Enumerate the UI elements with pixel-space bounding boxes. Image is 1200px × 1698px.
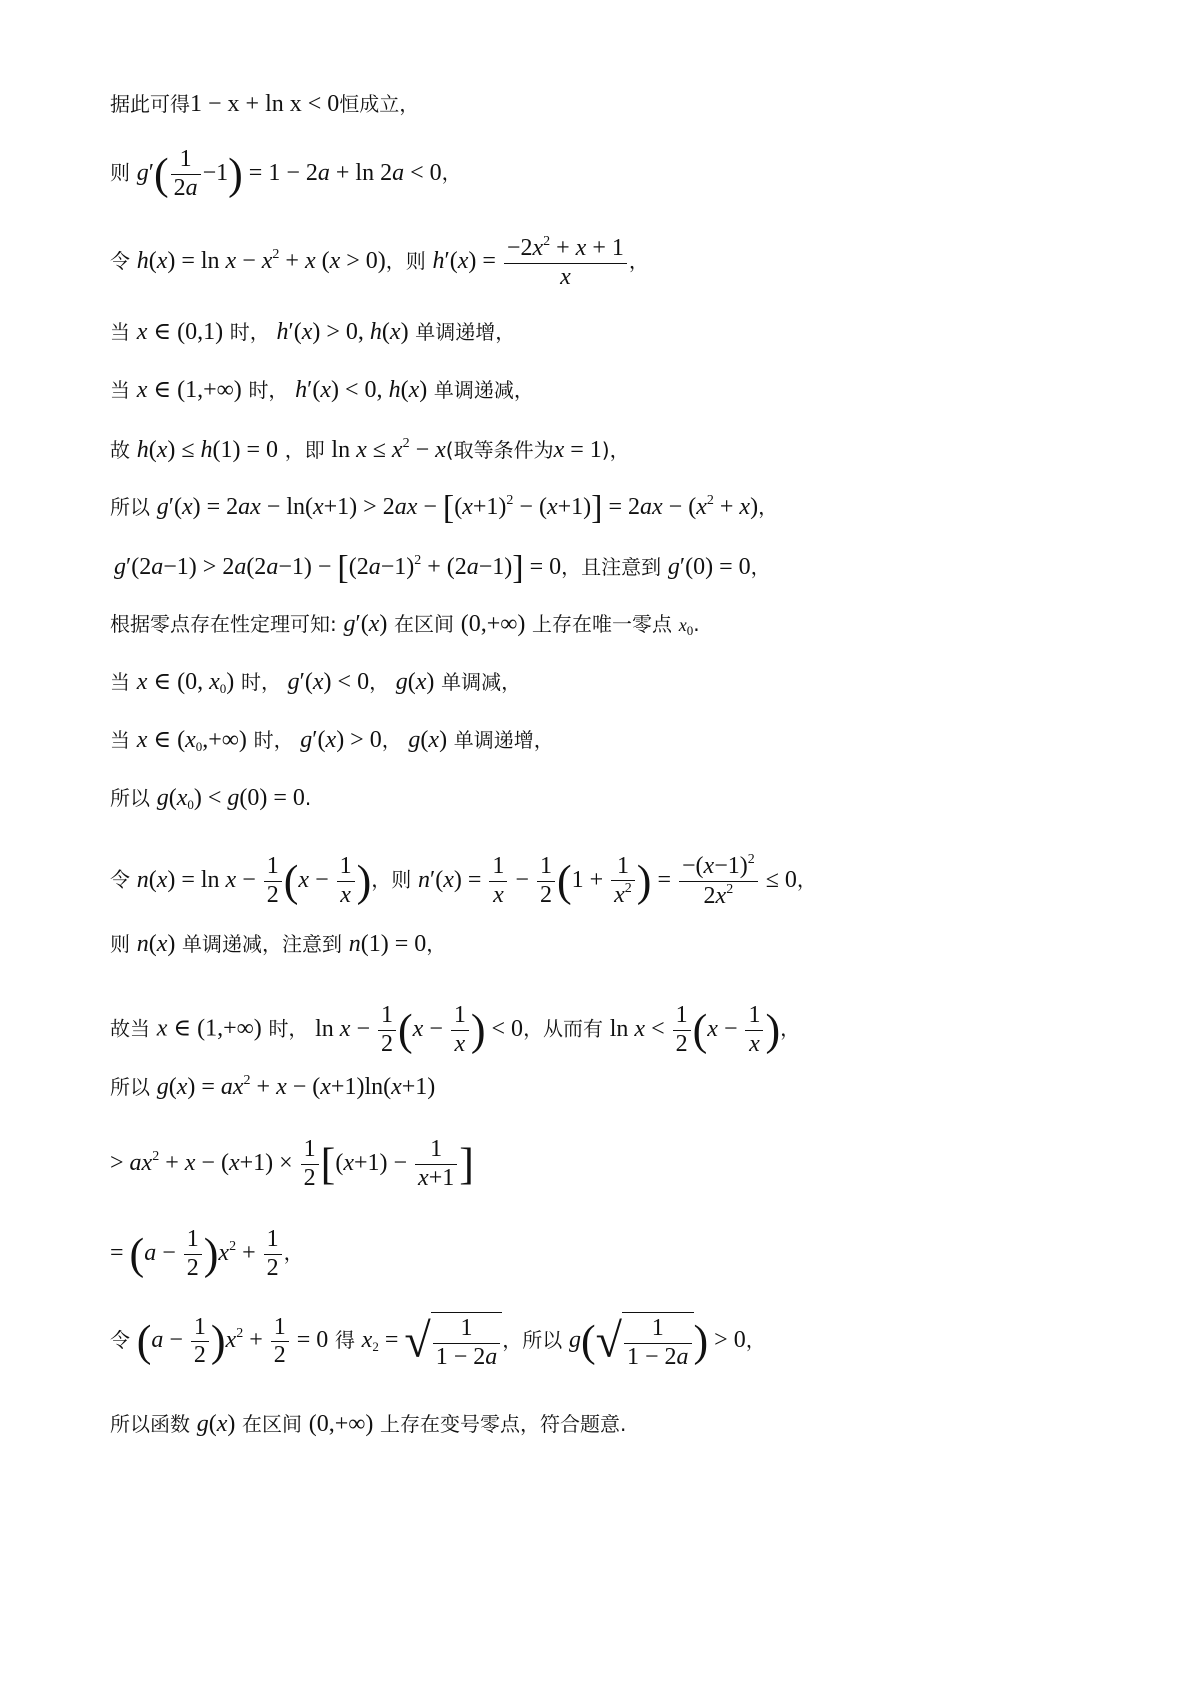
formula: 1 − x + ln x < 0 xyxy=(190,91,340,117)
line-13: 令 n(x) = ln x − $\frac{1}{2}$ (x − $\frac{1}{x}$ )，则 n′(x) = $\frac{1}{x}$ − $\frac{1}{2}$ (1 + $\frac{1}{x^2}$ ) = $\frac{-(x-1)^2}{2x^2}$ ≤ 0， xyxy=(110,852,817,909)
line-6: 故 h(x) ≤ h(1) = 0 ，即 $\ln x \le x^2 - x$(取等条件为x = 1)， xyxy=(110,436,630,463)
line-8: $g'(2a-1) > 2a(2a-1) - [(2a-1)^2 + (2a-1)] = 0$，且注意到 g′(0) = 0， xyxy=(114,549,771,587)
line-15: 故当 x ∈ (1,+∞) 时， ln x − $\frac{1}{2}$ (x − $\frac{1}{x}$ ) < 0，从而有 ln x < $\frac{1}{2}$ (x − $\frac{1}{x}$ )， xyxy=(110,1002,801,1057)
line-1: 据此可得1 − x + ln x < 0恒成立， xyxy=(110,91,420,117)
line-10: 当 x ∈ (0, $x_0$) 时， g′(x) < 0， g(x) 单调减， xyxy=(110,669,522,696)
line-3: 令 $h(x) = \ln x - x^2 + x$ (x > 0)，则 h′(x) = $\frac{-2x^2 + x + 1}{x}$ ， xyxy=(110,234,649,290)
formula: $h(x) = \ln x - x^2 + x$ (x > 0) xyxy=(136,247,386,275)
line-17: > $ax^2 + x - (x+1)$ × $\frac{1}{2}$ [(x+1) − $\frac{1}{x+1}$ ] xyxy=(110,1136,474,1191)
line-20: 所以函数 g(x) 在区间 (0,+∞) 上存在变号零点，符合题意. xyxy=(110,1411,627,1437)
line-9: 根据零点存在性定理可知: g′(x) 在区间 (0,+∞) 上存在唯一零点 $x_0$. xyxy=(110,611,700,638)
line-16: 所以 $g(x) = ax^2 + x - (x+1)\ln(x+1)$ xyxy=(110,1073,436,1100)
formula: g′( $\frac{1}{2a}$ −1) = 1 − 2a + ln 2a < 0 xyxy=(136,146,442,201)
formula: h′(x) = $\frac{-2x^2 + x + 1}{x}$ xyxy=(432,248,628,274)
line-5: 当 x ∈ (1,+∞) 时， h′(x) < 0, h(x) 单调递减， xyxy=(110,377,534,403)
line-2: 则 g′( $\frac{1}{2a}$ −1) = 1 − 2a + ln 2a < 0， xyxy=(110,146,462,201)
line-19: 令 (a − $\frac{1}{2}$ )$x^2$ + $\frac{1}{2}$ = 0 得 $x_2$ = √ $\frac{1}{1 - 2a}$ ，所以 g(√ $\frac{1}{1 - 2a}$ ) > 0， xyxy=(110,1313,766,1370)
line-12: 所以 $g(x_0) < g(0) = 0$. xyxy=(110,785,312,812)
line-18: = (a − $\frac{1}{2}$ )$x^2$ + $\frac{1}{2}$ ， xyxy=(110,1226,304,1281)
line-14: 则 n(x) 单调递减，注意到 n(1) = 0， xyxy=(110,931,447,957)
line-11: 当 x ∈ $(x_0,+\infty)$ 时， g′(x) > 0， g(x) 单调递增， xyxy=(110,727,554,754)
line-4: 当 x ∈ (0,1) 时， h′(x) > 0, h(x) 单调递增， xyxy=(110,319,516,345)
line-7: 所以 $g'(x) = 2ax - \ln(x+1) > 2ax - [(x+1)^2 - (x+1)] = 2ax - (x^2 + x)$， xyxy=(110,489,779,527)
